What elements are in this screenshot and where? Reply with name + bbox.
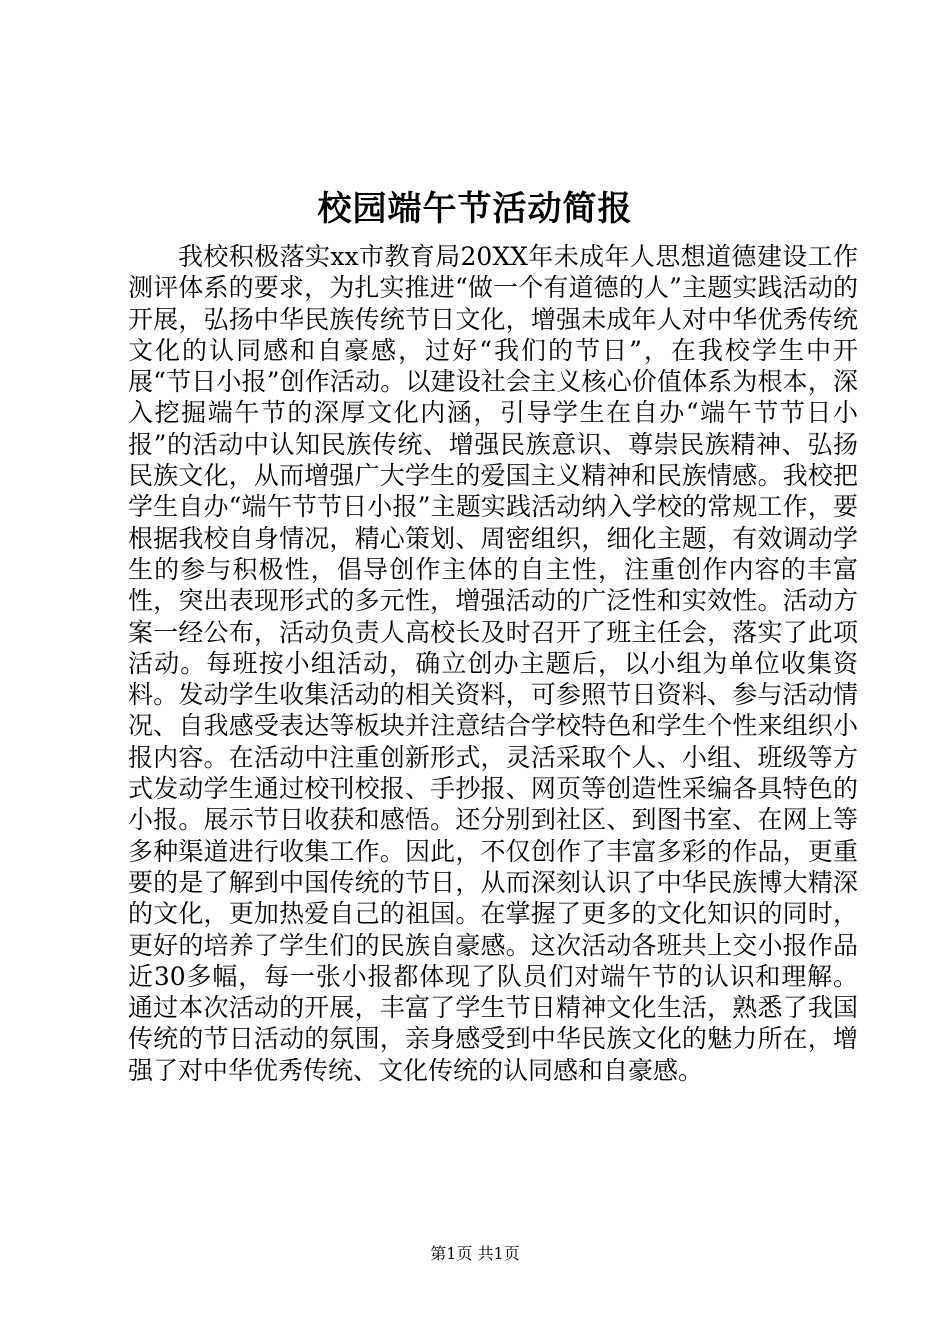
page-footer: 第1页 共1页 bbox=[430, 1244, 520, 1263]
document-title: 校园端午节活动简报 bbox=[317, 189, 633, 229]
body-paragraph: 我校积极落实xx市教育局20XX年未成年人思想道德建设工作测评体系的要求，为扎实推进“做一个有道德的人”主题实践活动的开展，弘扬中华民族传统节日文化，增强未成年人对中华优秀传统文化的认同感和自豪感，过好“我们的节日”，在我校学生中开展“节日小报”创作活动。以建设社会主义核心价值体系为根本，深入挖掘端午节的深厚文化内涵，引导学生在自办“端午节节日小报”的活动中认知民族传统、增强民族意识、尊崇民族精神、弘扬民族文化，从而增强广大学生的爱国主义精神和民族情感。我校把学生自办“端午节节日小报”主题实践活动纳入学校的常规工作，要根据我校自身情况，精心策划、周密组织，细化主题，有效调动学生的参与积极性，倡导创作主体的自主性，注重创作内容的丰富性，突出表现形式的多元性，增强活动的广泛性和实效性。活动方案一经公布，活动负责人高校长及时召开了班主任会，落实了此项活动。每班按小组活动，确立创办主题后，以小组为单位收集资料。发动学生收集活动的相关资料，可参照节日资料、参与活动情况、自我感受表达等板块并注意结合学校特色和学生个性来组织小报内容。在活动中注重创新形式，灵活采取个人、小组、班级等方式发动学生通过校刊校报、手抄报、网页等创造性采编各具特色的小报。展示节日收获和感悟。还分别到社区、到图书室、在网上等多种渠道进行收集工作。因此，不仅创作了丰富多彩的作品，更重要的是了解到中国传统的节日，从而深刻认识了中华民族博大精深的文化，更加热爱自己的祖国。在掌握了更多的文化知识的同时，更好的培养了学生们的民族自豪感。这次活动各班共上交小报作品近30多幅，每一张小报都体现了队员们对端午节的认识和理解。通过本次活动的开展，丰富了学生节日精神文化生活，熟悉了我国传统的节日活动的氛围，亲身感受到中华民族文化的魅力所在，增强了对中华优秀传统、文化传统的认同感和自豪感。 bbox=[128, 242, 858, 1085]
